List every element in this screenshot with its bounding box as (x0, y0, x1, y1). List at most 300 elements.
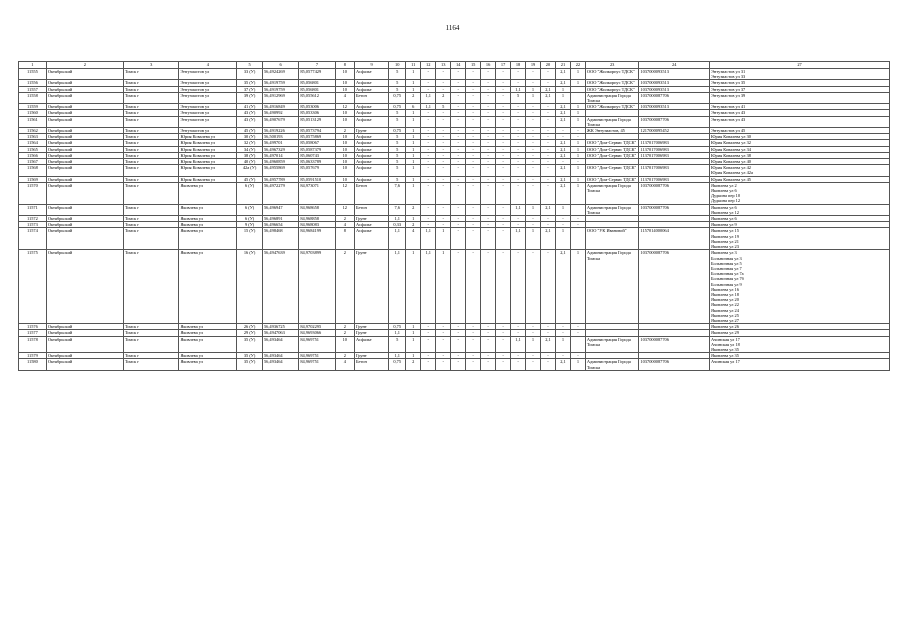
table-cell: 1,1 (511, 86, 526, 92)
table-cell: Томск г (123, 146, 179, 152)
table-cell: 43 (У) (237, 110, 263, 116)
table-cell: 56,4960859 (262, 159, 298, 165)
table-cell: 56,496947 (262, 204, 298, 215)
table-cell (570, 336, 585, 353)
table-cell: 37 (У) (237, 86, 263, 92)
table-cell: 84,9703899 (299, 250, 335, 324)
table-cell: 1 (526, 336, 541, 353)
table-cell: 10 (335, 80, 354, 86)
table-cell: 5 (389, 336, 406, 353)
table-cell: - (526, 104, 541, 110)
column-number-cell: 9 (354, 62, 388, 69)
table-cell: 1 (406, 216, 421, 222)
table-cell: 1 (570, 146, 585, 152)
table-cell: 1 (436, 250, 451, 324)
table-cell: - (451, 330, 466, 336)
table-cell: 2 (335, 128, 354, 134)
table-cell: 85,055612 (299, 92, 335, 103)
table-cell: 56,497014 (262, 152, 298, 158)
table-cell: - (421, 116, 436, 127)
table-cell: Октябрьский (46, 86, 123, 92)
table-cell: 56,4907679 (262, 116, 298, 127)
table-cell: - (421, 86, 436, 92)
table-cell: 26 (У) (237, 324, 263, 330)
table-cell: - (451, 228, 466, 250)
column-number-cell: 24 (639, 62, 710, 69)
table-cell: Томск г (123, 128, 179, 134)
table-cell: 56,4919759 (262, 80, 298, 86)
table-cell: 2,1 (541, 228, 556, 250)
table-cell: Грунт (354, 250, 388, 324)
table-cell: - (526, 152, 541, 158)
table-cell: 5 (389, 80, 406, 86)
table-cell: ООО "УК Ивановой" (585, 228, 639, 250)
table-cell: - (451, 134, 466, 140)
table-cell: Энтузиастов ул (179, 128, 237, 134)
table-cell: - (496, 250, 511, 324)
table-cell: Октябрьский (46, 152, 123, 158)
table-cell: - (481, 152, 496, 158)
table-cell: - (511, 250, 526, 324)
table-cell: - (421, 80, 436, 86)
column-number-cell: 6 (262, 62, 298, 69)
table-cell: 56,496654 (262, 222, 298, 228)
table-cell: - (466, 250, 481, 324)
table-cell: - (466, 146, 481, 152)
table-cell: - (466, 165, 481, 176)
table-cell: 2,1 (555, 69, 570, 80)
table-cell: 7,6 (389, 204, 406, 215)
table-cell: 41 (У) (237, 104, 263, 110)
table-cell: 35 (У) (237, 80, 263, 86)
table-cell: 56,4916849 (262, 104, 298, 110)
table-cell: 2,1 (555, 80, 570, 86)
table-cell: Грунт (354, 216, 388, 222)
table-cell: 56,493464 (262, 359, 298, 370)
table-cell: Юрия Ковалева ул (179, 159, 237, 165)
table-cell: 9 (У) (237, 222, 263, 228)
column-number-cell: 19 (526, 62, 541, 69)
table-cell: - (555, 134, 570, 140)
table-cell: - (481, 330, 496, 336)
table-cell: 5 (389, 134, 406, 140)
table-cell: - (451, 182, 466, 204)
table-cell: Администрация Города Томска (585, 204, 639, 215)
table-cell: - (451, 324, 466, 330)
table-cell: Асфальт (354, 176, 388, 182)
table-cell: Бетон (354, 204, 388, 215)
table-cell: 1037000093513 (639, 69, 710, 80)
table-cell: 5 (389, 140, 406, 146)
table-cell: - (466, 330, 481, 336)
table-cell: Томск г (123, 159, 179, 165)
table-cell: - (466, 116, 481, 127)
table-cell: Томск г (123, 69, 179, 80)
table-cell: - (466, 128, 481, 134)
column-number-cell: 22 (570, 62, 585, 69)
table-cell: - (511, 104, 526, 110)
table-cell: 84,9702295 (299, 324, 335, 330)
table-cell: 1 (555, 228, 570, 250)
table-cell: 56,4967329 (262, 146, 298, 152)
table-cell: - (555, 128, 570, 134)
table-cell: - (570, 134, 585, 140)
table-cell: 11574 (19, 228, 47, 250)
table-cell: 10 (335, 116, 354, 127)
table-cell: 4 (335, 92, 354, 103)
table-cell: Томск г (123, 92, 179, 103)
table-cell: Бетон (354, 92, 388, 103)
table-cell: 12 (335, 204, 354, 215)
table-cell: 2,1 (555, 182, 570, 204)
table-cell: Яковлева ул 9 (710, 222, 890, 228)
table-cell: - (526, 159, 541, 165)
table-cell: - (541, 116, 556, 127)
table-cell: - (541, 250, 556, 324)
table-cell: - (511, 128, 526, 134)
table-cell: - (421, 359, 436, 370)
table-cell: 32 (У) (237, 140, 263, 146)
table-cell: Октябрьский (46, 104, 123, 110)
table-cell: 1 (406, 134, 421, 140)
table-cell: 56,4919759 (262, 86, 298, 92)
table-cell: ООО "Дом-Сервис ТДСК" (585, 176, 639, 182)
table-cell: 2 (335, 324, 354, 330)
table-cell: 84,968858 (299, 216, 335, 222)
table-cell: - (466, 324, 481, 330)
table-cell: Юрия Ковалева ул 42 Юрия Ковалева ул 42а (710, 165, 890, 176)
table-cell: - (436, 159, 451, 165)
table-cell: 84,969751 (299, 359, 335, 370)
table-cell: Энтузиастов ул 35 (710, 80, 890, 86)
table-cell: 1 (570, 116, 585, 127)
table-cell: 56,4947063 (262, 330, 298, 336)
table-cell: - (526, 222, 541, 228)
table-cell: Энтузиастов ул (179, 110, 237, 116)
table-cell: Октябрьский (46, 140, 123, 146)
table-cell: - (526, 216, 541, 222)
table-cell: Октябрьский (46, 146, 123, 152)
table-cell: - (466, 134, 481, 140)
table-cell: - (451, 116, 466, 127)
table-cell: 1 (406, 110, 421, 116)
table-cell: - (541, 110, 556, 116)
table-cell: - (541, 140, 556, 146)
table-cell: 11564 (19, 140, 47, 146)
table-cell: - (436, 222, 451, 228)
table-cell: ООО "Дом-Сервис ТДСК" (585, 152, 639, 158)
table-cell: - (541, 324, 556, 330)
table-cell: Октябрьский (46, 353, 123, 359)
table-cell: 1 (570, 110, 585, 116)
table-cell: - (481, 182, 496, 204)
table-cell: ООО "Дом-Сервис ТДСК" (585, 140, 639, 146)
table-cell: 2 (406, 222, 421, 228)
table-cell: - (451, 69, 466, 80)
table-row (19, 228, 890, 250)
table-cell: - (526, 182, 541, 204)
table-cell: Октябрьский (46, 92, 123, 103)
table-cell: 11570 (19, 182, 47, 204)
table-cell: Томск г (123, 182, 179, 204)
table-cell: - (555, 330, 570, 336)
table-cell: Томск г (123, 250, 179, 324)
table-cell: 1,1 (389, 250, 406, 324)
table-cell: 1 (570, 104, 585, 110)
table-cell: 1 (526, 86, 541, 92)
table-cell: Томск г (123, 176, 179, 182)
table-cell: Асфальт (354, 146, 388, 152)
table-cell: ООО "Жилкорпус ТДСК" (585, 80, 639, 86)
table-cell: 10 (335, 165, 354, 176)
column-number-cell: 11 (406, 62, 421, 69)
table-cell: 1,1 (389, 330, 406, 336)
table-cell: 85,0575869 (299, 134, 335, 140)
table-cell: 1 (406, 80, 421, 86)
table-cell: - (466, 69, 481, 80)
table-cell: - (451, 250, 466, 324)
table-cell: - (436, 324, 451, 330)
table-cell: Администрация Города Томска (585, 116, 639, 127)
table-cell: 1 (555, 86, 570, 92)
table-cell: 1 (526, 228, 541, 250)
table-cell: 2 (335, 353, 354, 359)
table-cell: - (541, 359, 556, 370)
table-cell: 1 (570, 140, 585, 146)
column-number-cell: 27 (710, 62, 890, 69)
table-cell: - (541, 176, 556, 182)
table-cell: 2,1 (541, 86, 556, 92)
table-cell: 10 (335, 146, 354, 152)
table-cell: 56,4912969 (262, 92, 298, 103)
table-cell: - (541, 159, 556, 165)
column-number-row (19, 62, 890, 69)
table-cell: 1 (406, 152, 421, 158)
table-cell (570, 92, 585, 103)
table-cell: ООО "Дом-Сервис ТДСК" (585, 165, 639, 176)
table-cell: Томск г (123, 80, 179, 86)
table-cell: Юрия Ковалева ул 30 (710, 134, 890, 140)
table-cell: - (421, 159, 436, 165)
column-number-cell: 7 (299, 62, 335, 69)
table-cell: 11565 (19, 146, 47, 152)
table-cell: - (466, 159, 481, 165)
table-cell: ООО "Жилкорпус ТДСК" (585, 104, 639, 110)
table-cell: 84,969751 (299, 353, 335, 359)
table-cell: Октябрьский (46, 80, 123, 86)
table-cell: 11562 (19, 128, 47, 134)
table-cell: - (511, 69, 526, 80)
table-cell: Грунт (354, 128, 388, 134)
table-cell: Яковлева ул 6 Яковлева ул 12 (710, 204, 890, 215)
table-cell: 85,0577429 (299, 69, 335, 80)
table-cell: 85,0587379 (299, 146, 335, 152)
table-cell: - (436, 86, 451, 92)
table-cell: Томск г (123, 324, 179, 330)
table-cell: - (511, 159, 526, 165)
table-cell: 2 (406, 204, 421, 215)
table-cell: 42а (У) (237, 165, 263, 176)
table-cell: - (421, 336, 436, 353)
column-number-cell: 17 (496, 62, 511, 69)
table-cell: Томск г (123, 86, 179, 92)
table-cell: - (511, 140, 526, 146)
table-cell (570, 204, 585, 215)
table-cell: - (526, 110, 541, 116)
table-cell: 56,4947639 (262, 250, 298, 324)
table-cell: 56,496891 (262, 216, 298, 222)
table-cell: - (421, 216, 436, 222)
table-cell: Юрия Ковалева ул 34 (710, 146, 890, 152)
table-cell: 11556 (19, 80, 47, 86)
table-cell: Энтузиастов ул (179, 80, 237, 86)
table-cell: - (511, 176, 526, 182)
table-cell: Томск г (123, 353, 179, 359)
table-cell: - (496, 152, 511, 158)
table-cell: - (436, 216, 451, 222)
table-cell: 1 (406, 128, 421, 134)
table-cell: Яковлева ул (179, 204, 237, 215)
table-cell: Яковлева ул (179, 324, 237, 330)
table-cell: 1037000093513 (639, 104, 710, 110)
column-number-cell: 5 (237, 62, 263, 69)
table-cell: 1037000087706 (639, 250, 710, 324)
table-cell: - (526, 80, 541, 86)
table-cell: 56,4957789 (262, 176, 298, 182)
table-cell: - (526, 140, 541, 146)
table-cell: 1037000093513 (639, 86, 710, 92)
table-cell: - (481, 336, 496, 353)
table-cell: Октябрьский (46, 165, 123, 176)
table-cell: 1037000087706 (639, 359, 710, 370)
table-cell: - (496, 182, 511, 204)
table-cell: - (481, 86, 496, 92)
table-cell: 1,1 (421, 92, 436, 103)
table-cell: - (466, 222, 481, 228)
table-row (19, 250, 890, 324)
table-cell: 85,057679 (299, 165, 335, 176)
table-cell: - (466, 140, 481, 146)
table-cell: - (451, 152, 466, 158)
table-cell: 56,4955869 (262, 165, 298, 176)
table-cell: 11578 (19, 336, 47, 353)
table-cell: Яковлева ул (179, 182, 237, 204)
table-cell: - (466, 336, 481, 353)
table-cell: - (511, 80, 526, 86)
table-cell: 1 (555, 92, 570, 103)
table-cell: - (481, 165, 496, 176)
table-cell: 12 (335, 104, 354, 110)
table-cell: - (496, 104, 511, 110)
table-cell: 56,493464 (262, 336, 298, 353)
table-cell: 85,058067 (299, 140, 335, 146)
table-cell: - (466, 204, 481, 215)
table-cell: - (451, 128, 466, 134)
table-cell: Юрия Ковалева ул (179, 152, 237, 158)
table-cell: - (526, 128, 541, 134)
table-cell: 1 (526, 204, 541, 215)
table-cell: - (451, 92, 466, 103)
table-cell: Юрия Ковалева ул (179, 140, 237, 146)
table-cell: 2 (335, 250, 354, 324)
table-cell: - (421, 140, 436, 146)
table-cell: 56,498468 (262, 228, 298, 250)
table-cell: 6 (У) (237, 216, 263, 222)
table-cell: 11559 (19, 104, 47, 110)
table-cell: - (541, 222, 556, 228)
table-cell: 10 (335, 176, 354, 182)
table-cell: Томск г (123, 204, 179, 215)
column-number-cell: 10 (389, 62, 406, 69)
table-cell: - (421, 69, 436, 80)
table-cell: - (496, 110, 511, 116)
table-cell: Юрия Ковалева ул (179, 134, 237, 140)
table-cell: 45 (У) (237, 128, 263, 134)
table-cell: 5 (389, 146, 406, 152)
table-cell: Юрия Ковалева ул (179, 165, 237, 176)
table-cell: Энтузиастов ул (179, 69, 237, 80)
table-cell: - (570, 222, 585, 228)
table-cell: 11567 (19, 159, 47, 165)
table-cell: Октябрьский (46, 134, 123, 140)
table-cell: 6 (У) (237, 182, 263, 204)
table-cell: 1,1 (421, 250, 436, 324)
table-cell: 1 (570, 359, 585, 370)
table-cell: 1137017006983 (639, 140, 710, 146)
table-cell: - (496, 204, 511, 215)
table-cell: - (555, 222, 570, 228)
table-cell: 11566 (19, 152, 47, 158)
column-number-cell: 18 (511, 62, 526, 69)
table-cell: 5 (389, 86, 406, 92)
table-cell: 2,1 (555, 176, 570, 182)
table-cell: 1037000087706 (639, 336, 710, 353)
table-cell: - (481, 110, 496, 116)
table-cell: Октябрьский (46, 330, 123, 336)
table-cell: Яковлева ул (179, 216, 237, 222)
table-cell: Администрация Города Томска (585, 182, 639, 204)
table-cell: 39 (У) (237, 92, 263, 103)
table-cell: - (421, 353, 436, 359)
column-number-cell: 20 (541, 62, 556, 69)
table-cell: - (541, 69, 556, 80)
table-cell: - (451, 176, 466, 182)
table-cell: Администрация Города Томска (585, 250, 639, 324)
table-cell: - (421, 182, 436, 204)
table-cell: - (451, 165, 466, 176)
table-cell: Асфальт (354, 228, 388, 250)
table-cell: 1037000087706 (639, 116, 710, 127)
table-cell (570, 228, 585, 250)
table-cell: Асфальт (354, 104, 388, 110)
table-cell: Октябрьский (46, 176, 123, 182)
table-cell: 85,060743 (299, 152, 335, 158)
table-cell: Яковлева ул 35 (710, 353, 890, 359)
table-cell: 5 (436, 104, 451, 110)
table-cell: 1 (406, 159, 421, 165)
table-cell: 10 (335, 110, 354, 116)
table-cell: - (451, 86, 466, 92)
table-cell: - (526, 116, 541, 127)
table-cell: - (481, 104, 496, 110)
table-cell: 2,1 (555, 146, 570, 152)
table-cell: - (421, 176, 436, 182)
column-number-cell: 15 (466, 62, 481, 69)
table-cell: - (436, 165, 451, 176)
table-cell: Томск г (123, 336, 179, 353)
table-cell: Октябрьский (46, 336, 123, 353)
table-cell: 1 (406, 165, 421, 176)
